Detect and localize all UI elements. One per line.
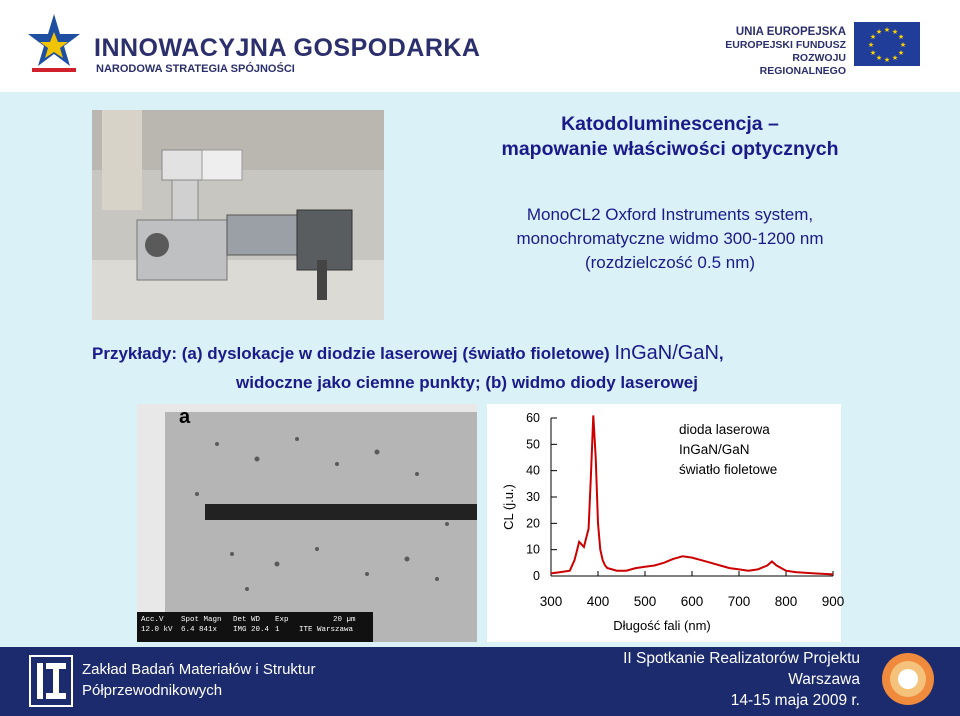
y-tick-label: 10 (526, 542, 540, 557)
brand-title: INNOWACYJNA GOSPODARKA (94, 34, 481, 62)
svg-text:★: ★ (869, 33, 877, 41)
cl-system-photo (92, 110, 384, 320)
svg-text:★: ★ (875, 28, 883, 36)
sem-scale: 20 µm (333, 616, 356, 624)
y-tick-label: 0 (533, 569, 540, 583)
ite-logo-icon (29, 655, 73, 707)
footer-left-line1: Zakład Badań Materiałów i Struktur (82, 661, 316, 678)
y-tick-label: 30 (526, 490, 540, 504)
panel-a-label: a (179, 406, 191, 428)
x-axis-label: Długość fali (nm) (613, 618, 711, 633)
eu-line1: UNIA EUROPEJSKA (735, 26, 846, 38)
system-line3: (rozdzielczość 0.5 nm) (584, 253, 756, 272)
x-tick-label: 800 (774, 594, 798, 609)
footer-right-line2: Warszawa (788, 671, 860, 688)
spectrum-chart (487, 404, 845, 642)
slide-title-line2: mapowanie właściwości optycznych (501, 138, 839, 160)
sem-exp-label: Exp (275, 616, 289, 624)
svg-text:★: ★ (867, 41, 875, 49)
svg-text:★: ★ (869, 49, 877, 57)
footer-left-line2: Półprzewodnikowych (82, 682, 223, 699)
examples-text: Przykłady: (a) dyslokacje w diodzie laserowej (światło fioletowe) (92, 344, 615, 363)
examples-line1 (92, 342, 724, 365)
infotech-logo-icon (876, 649, 940, 713)
y-tick-label: 60 (526, 411, 540, 425)
svg-text:★: ★ (899, 41, 907, 49)
spectrum-chart-svg (487, 404, 845, 642)
slide-title-line1: Katodoluminescencja – (561, 113, 779, 135)
x-tick-label: 600 (680, 594, 704, 609)
svg-text:★: ★ (883, 56, 891, 64)
footer-event (623, 648, 860, 711)
sem-acc-value: 12.0 kV (141, 626, 173, 634)
x-tick-label: 700 (727, 594, 751, 609)
annotation-line: InGaN/GaN (679, 442, 750, 457)
footer-bar (0, 647, 960, 716)
svg-text:★: ★ (883, 26, 891, 34)
brand-subtitle: NARODOWA STRATEGIA SPÓJNOŚCI (96, 63, 295, 75)
system-line2: monochromatyczne widmo 300-1200 nm (516, 229, 824, 248)
examples-line2: widoczne jako ciemne punkty; (b) widmo diody laserowej (236, 373, 698, 392)
innovative-economy-logo-icon (28, 12, 80, 80)
y-tick-label: 50 (526, 437, 540, 452)
footer-right-line3: 14-15 maja 2009 r. (730, 692, 860, 709)
eu-line2: EUROPEJSKI FUNDUSZ (725, 39, 846, 51)
system-line1: MonoCL2 Oxford Instruments system, (526, 205, 814, 224)
examples-material: InGaN/GaN (614, 342, 719, 364)
sem-spot-value: 6.4 841x (181, 626, 218, 634)
micrograph-image (137, 404, 477, 642)
sem-exp-value: 1 (275, 626, 280, 634)
x-tick-label: 900 (821, 594, 845, 609)
cl-micrograph (137, 404, 477, 642)
svg-text:★: ★ (897, 49, 905, 57)
footer-institute (82, 659, 315, 701)
sem-det-label: Det WD (233, 616, 261, 624)
svg-text:★: ★ (891, 28, 899, 36)
svg-text:★: ★ (891, 54, 899, 62)
annotation-line: światło fioletowe (679, 462, 778, 477)
examples-comma: , (718, 344, 724, 363)
x-tick-label: 300 (539, 594, 563, 609)
y-tick-label: 20 (526, 516, 540, 531)
sem-org: ITE Warszawa (299, 626, 354, 634)
sem-acc-label: Acc.V (141, 616, 164, 624)
svg-text:★: ★ (897, 33, 905, 41)
eu-flag-icon (854, 22, 920, 66)
annotation-line: dioda laserowa (679, 422, 770, 437)
sem-det-value: IMG 20.4 (233, 626, 270, 634)
header-bar (0, 0, 960, 92)
y-axis-label: CL (j.u.) (501, 484, 516, 530)
series-line (551, 415, 833, 574)
x-tick-label: 400 (586, 594, 610, 609)
eu-text (708, 26, 846, 78)
x-tick-label: 500 (633, 594, 657, 609)
eu-line3: ROZWOJU REGIONALNEGO (759, 52, 846, 77)
sem-info-strip (137, 612, 373, 642)
y-tick-label: 40 (526, 463, 540, 478)
footer-right-line1: II Spotkanie Realizatorów Projektu (623, 650, 860, 667)
svg-text:★: ★ (875, 54, 883, 62)
sem-spot-label: Spot Magn (181, 616, 222, 624)
